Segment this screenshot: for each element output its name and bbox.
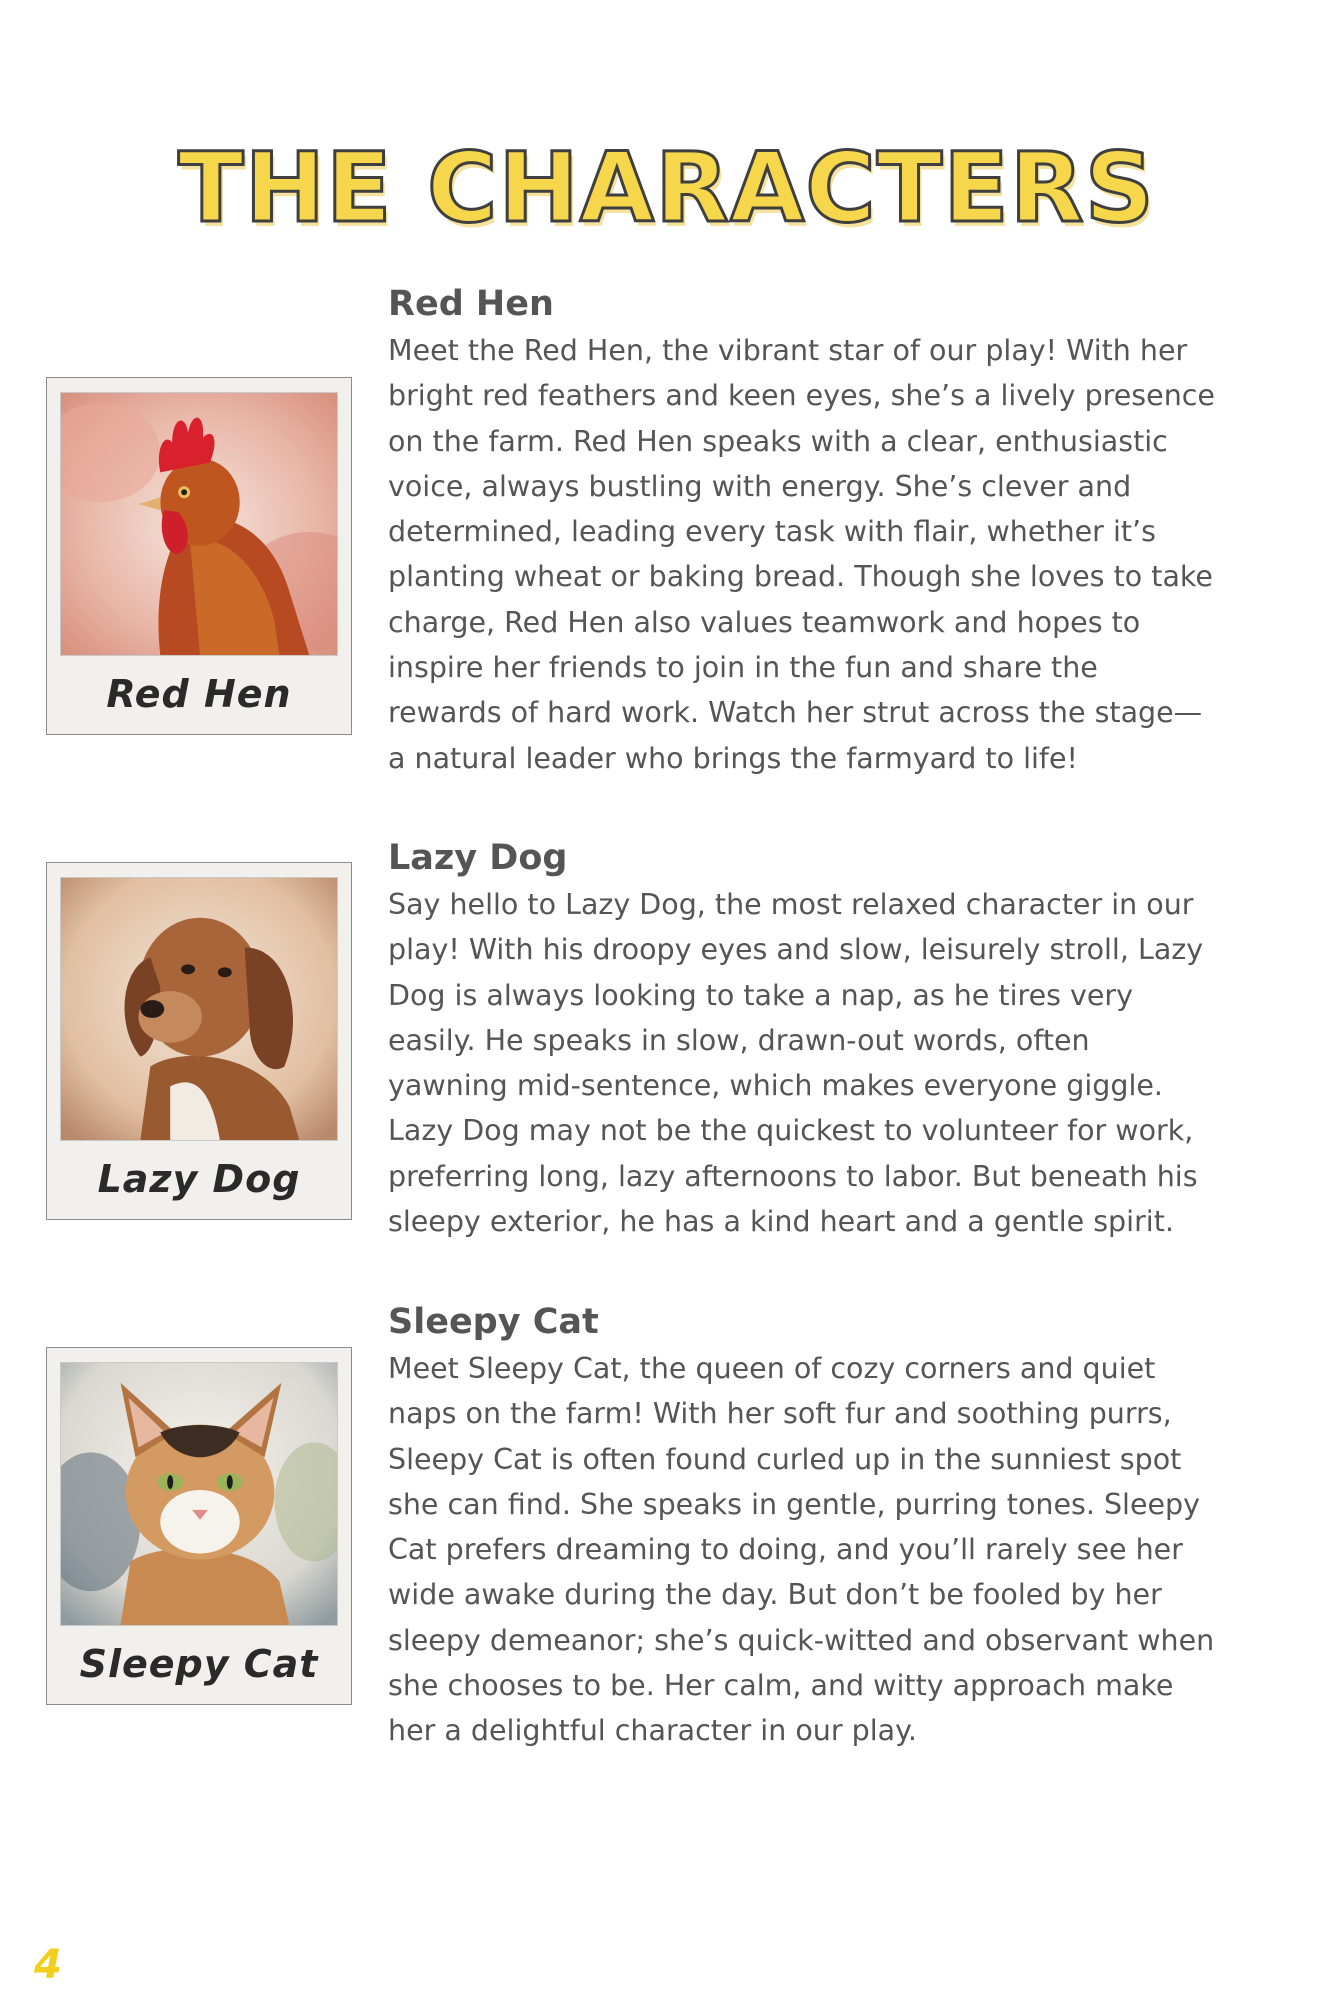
red-hen-heading: Red Hen [388,284,554,324]
sleepy-cat-caption: Sleepy Cat [79,1642,319,1686]
red-hen-caption: Red Hen [106,672,292,716]
lazy-dog-heading: Lazy Dog [388,838,568,878]
lazy-dog-description: Say hello to Lazy Dog, the most relaxed character in our play! With his droopy eyes and slow, leisurely stroll, Lazy Dog is always looking to take a nap, as he tires very easily. He speaks in slow, drawn-out words, often yawning mid-sentence, which makes everyone giggle. Lazy Dog may not be the quickest to volunteer for work, preferring long, lazy afternoons to labor. But beneath his sleepy exterior, he has a kind heart and a gentle spirit. [388,888,1204,1239]
sleepy-cat-heading: Sleepy Cat [388,1302,599,1342]
red-hen-image [60,392,338,656]
sleepy-cat-image [60,1362,338,1626]
red-hen-description: Meet the Red Hen, the vibrant star of our play! With her bright red feathers and keen eyes, she’s a lively presence on the farm. Red Hen speaks with a clear, enthusiastic voice, always bustling with energy. She’s clever and determined, leading every task with flair, whether it’s planting wheat or baking bread. Though she loves to take charge, Red Hen also values teamwork and hopes to inspire her friends to join in the fun and share the rewards of hard work. Watch her strut across the stage—a natural leader who brings the farmyard to life! [388,334,1215,775]
sleepy-cat-section [388,1298,1218,1754]
sleepy-cat-photo-card [46,1347,352,1705]
page-number: 4 [34,1942,62,1988]
lazy-dog-photo-card [46,862,352,1220]
red-hen-photo-card [46,377,352,735]
red-hen-section [388,280,1218,781]
lazy-dog-section [388,834,1218,1244]
page-title: THE CHARACTERS [178,132,1155,244]
lazy-dog-caption: Lazy Dog [97,1157,301,1201]
lazy-dog-image [60,877,338,1141]
sleepy-cat-description: Meet Sleepy Cat, the queen of cozy corners and quiet naps on the farm! With her soft fur and soothing purrs, Sleepy Cat is often found curled up in the sunniest spot she can find. She speaks in gentle, purring tones. Sleepy Cat prefers dreaming to doing, and you’ll rarely see her wide awake during the day. But don’t be fooled by her sleepy demeanor; she’s quick-witted and observant when she chooses to be. Her calm, and witty approach make her a delightful character in our play. [388,1352,1215,1748]
